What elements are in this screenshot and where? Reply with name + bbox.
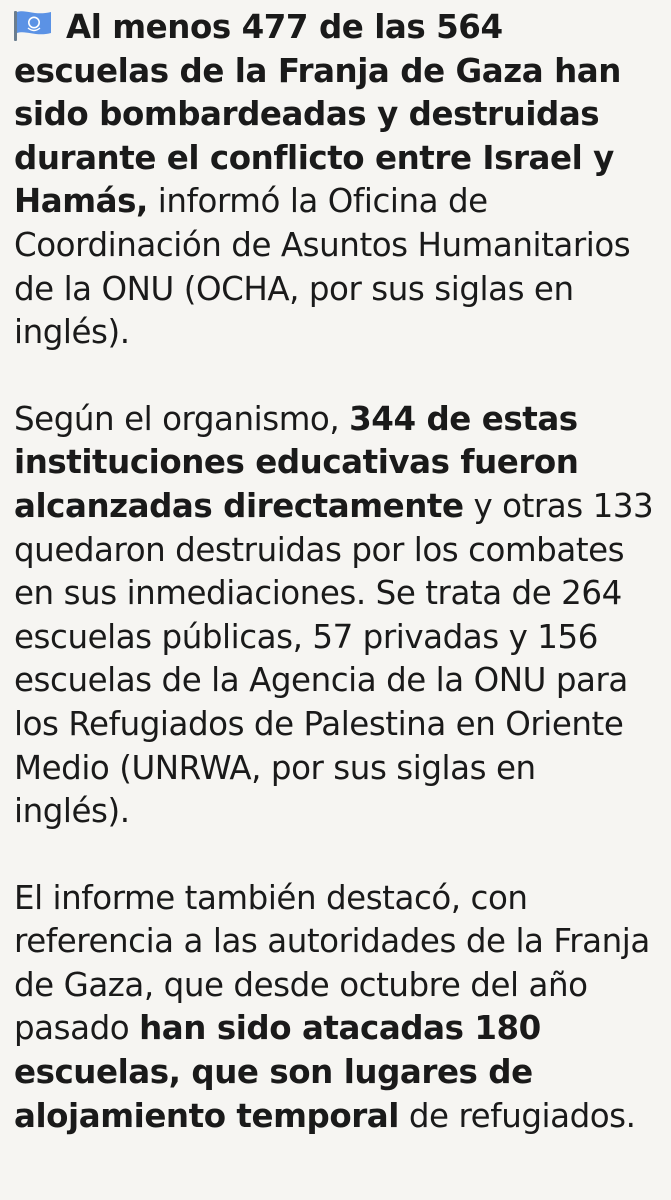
paragraph-2-bold-1: 344 de estas instituciones educativas fueron alcanzadas directamente [14,399,579,525]
paragraph-2 [14,398,657,834]
paragraph-1-bold-1: Al menos 477 de las 564 escuelas de la Franja de Gaza han sido bombardeadas y destruidas durante el conflicto entre Israel y Hamás, [14,8,621,221]
paragraph-3-text-1: El informe también destacó, con referencia a las autoridades de la Franja de Gaza, que desde octubre del año pasado [14,878,650,1048]
un-flag-icon [14,9,52,41]
paragraph-3 [14,877,657,1139]
paragraph-1 [14,6,657,355]
paragraph-2-text-1: Según el organismo, [14,399,350,438]
paragraph-1-text-1: informó la Oficina de Coordinación de Asuntos Humanitarios de la ONU (OCHA, por sus siglas en inglés). [14,182,631,352]
paragraph-2-text-2: y otras 133 quedaron destruidas por los combates en sus inmediaciones. Se trata de 264 escuelas públicas, 57 privadas y 156 escuelas de la Agencia de la ONU para los Refugiados de Palestina en Oriente Medio (UNRWA, por sus siglas en inglés). [14,486,654,831]
paragraph-3-bold-1: han sido atacadas 180 escuelas, que son lugares de alojamiento temporal [14,1009,541,1135]
paragraph-3-text-2: de refugiados. [398,1096,636,1135]
